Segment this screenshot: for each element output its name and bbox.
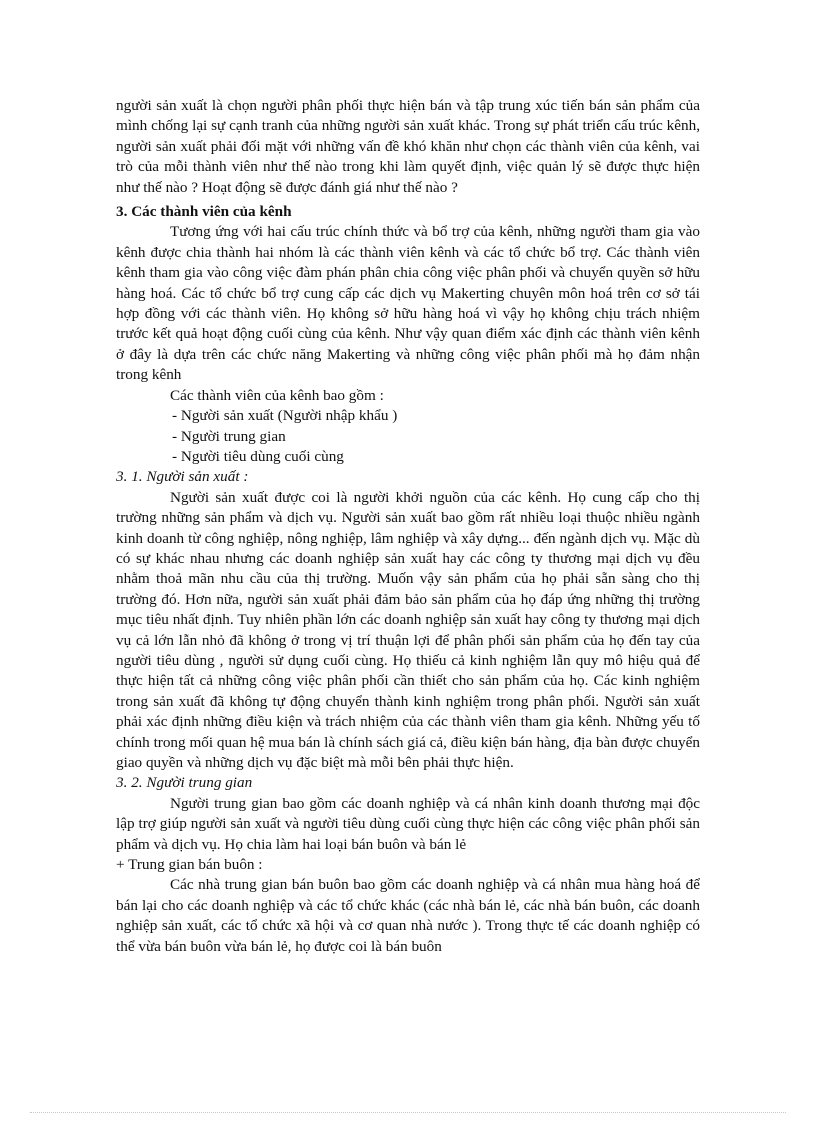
document-page bbox=[116, 96, 700, 957]
page-bottom-divider bbox=[30, 1112, 786, 1113]
subheading-intermediary: 3. 2. Người trung gian bbox=[116, 774, 253, 792]
members-list-intro: Các thành viên của kênh bao gồm : bbox=[170, 386, 384, 404]
list-item-producer: - Người sản xuất (Người nhập khẩu ) bbox=[172, 407, 398, 425]
intro-paragraph: người sản xuất là chọn người phân phối thực hiện bán và tập trung xúc tiến bán sản phẩm của mình chống lại sự cạnh tranh của những người sản xuất khác. Trong sự phát triển cấu trúc kênh, người sản xuất phải đối mặt với những vấn đề khó khăn như chọn các thành viên của kênh, vai trò của mỗi thành viên như thế nào trong khi làm quyết định, việc quản lý sẽ được thực hiện như thế nào ? Hoạt động sẽ được đánh giá như thế nào ? bbox=[116, 97, 700, 196]
list-item-end-consumer: - Người tiêu dùng cuối cùng bbox=[172, 447, 344, 465]
wholesale-paragraph: Các nhà trung gian bán buôn bao gồm các doanh nghiệp và cá nhân mua hàng hoá để bán lại cho các doanh nghiệp và các tổ chức khác (các nhà bán lẻ, các nhà bán buôn, các doanh nghiệp sản xuất, các tổ chức xã hội và cơ quan nhà nước ). Trong thực tế các doanh nghiệp có thể vừa bán buôn vừa bán lẻ, họ được coi là bán buôn bbox=[116, 876, 700, 955]
wholesale-heading: + Trung gian bán buôn : bbox=[116, 856, 263, 874]
section-heading-channel-members: 3. Các thành viên của kênh bbox=[116, 203, 292, 221]
channel-members-paragraph: Tương ứng với hai cấu trúc chính thức và bổ trợ của kênh, những người tham gia vào kênh được chia thành hai nhóm là các thành viên kênh và các tổ chức bổ trợ. Các thành viên kênh tham gia vào công việc đàm phán phân chia công việc phân phối và chuyển quyền sở hữu hàng hoá. Các tổ chức bổ trợ cung cấp các dịch vụ Makerting chuyên môn hoá trên cơ sở tái hợp đồng với các thành viên. Họ không sở hữu hàng hoá vì vậy họ không chịu trách nhiệm trước kết quả hoạt động cuối cùng của kênh. Như vậy quan điểm xác định các thành viên kênh ở đây là dựa trên các chức năng Makerting và những công việc phân phối mà họ đảm nhận trong kênh bbox=[116, 223, 700, 384]
intermediary-paragraph: Người trung gian bao gồm các doanh nghiệp và cá nhân kinh doanh thương mại độc lập trợ giúp người sản xuất và người tiêu dùng cuối cùng thực hiện các công việc phân phối sản phẩm và dịch vụ. Họ chia làm hai loại bán buôn và bán lẻ bbox=[116, 794, 700, 853]
subheading-producer: 3. 1. Người sản xuất : bbox=[116, 468, 249, 486]
producer-paragraph: Người sản xuất được coi là người khởi nguồn của các kênh. Họ cung cấp cho thị trường những sản phẩm và dịch vụ. Người sản xuất bao gồm rất nhiều loại thuộc nhiều ngành kinh doanh từ công nghiệp, nông nghiệp, lâm nghiệp và xây dựng... đến ngành dịch vụ. Mặc dù có sự khác nhau nhưng các doanh nghiệp sản xuất hay các công ty thương mại dịch vụ đều nhằm thoả mãn nhu cầu của thị trường. Muốn vậy sản phẩm của họ phải sẵn sàng cho thị trường đó. Hơn nữa, người sản xuất phải đảm bảo sản phẩm của họ đáp ứng những thị trường mục tiêu nhất định. Tuy nhiên phần lớn các doanh nghiệp sản xuất hay công ty thương mại dịch vụ cả lớn lẫn nhỏ đã không ở trong vị trí thuận lợi để phân phối sản phẩm của họ đến tay của người tiêu dùng , người sử dụng cuối cùng. Họ thiếu cả kinh nghiệm lẫn quy mô hiệu quả để thực hiện tất cả những công việc phân phối cần thiết cho sản phẩm của họ. Các kinh nghiệm trong sản xuất đã không tự động chuyển thành kinh nghiệm trong phân phối. Người sản xuất phải xác định những điều kiện và trách nhiệm của các thành viên tham gia kênh. Những yếu tố chính trong mối quan hệ mua bán là chính sách giá cả, điều kiện bán hàng, địa bàn được chuyển giao quyền và những dịch vụ đặc biệt mà mỗi bên phải thực hiện. bbox=[116, 488, 700, 771]
list-item-intermediary: - Người trung gian bbox=[172, 427, 286, 445]
